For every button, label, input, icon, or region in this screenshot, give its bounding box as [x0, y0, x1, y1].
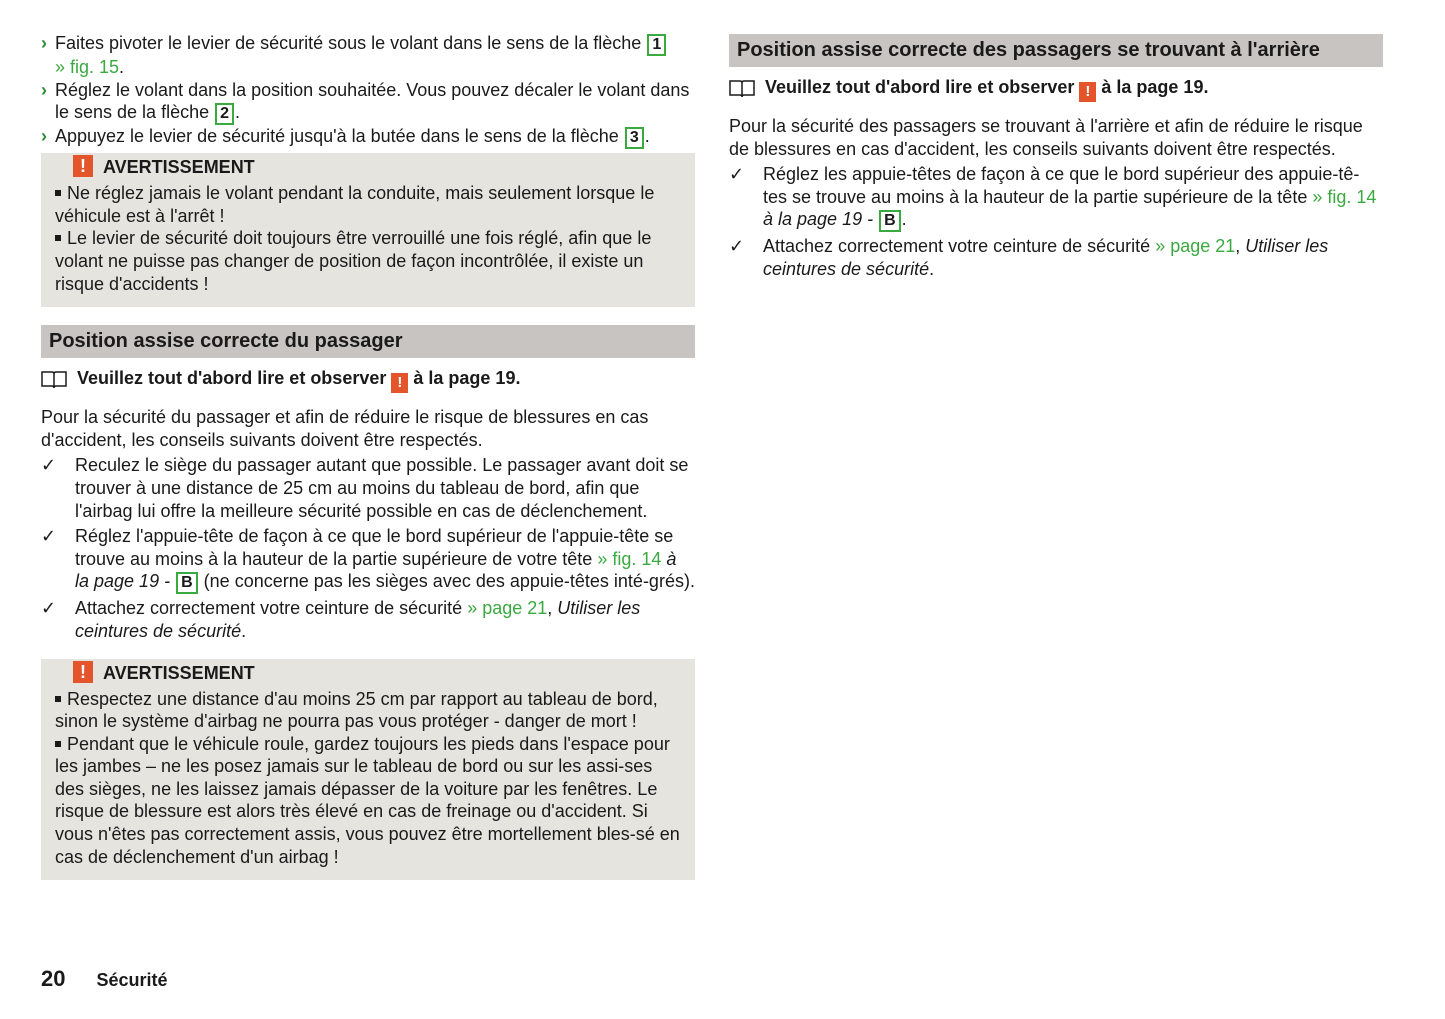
warning-item: Pendant que le véhicule roule, gardez toujours les pieds dans l'espace pour les jambes – ne les posez jamais sur le tableau de bord ou sur les assi-ses des sièges, ne les laissez jamais dépasser de la voiture par les fenêtres. Le risque de blessure est alors très élevé en cas de freinage ou d'accident. Si vous n'êtes pas correctement assis, vous pouvez être mortellement bles-sé en cas de déclenchement d'un airbag ! — [55, 733, 680, 867]
step-text: Faites pivoter le levier de sécurité sous le volant dans le sens de la flèche — [55, 33, 642, 53]
callout-number: 2 — [215, 103, 234, 125]
intro-paragraph: Pour la sécurité du passager et afin de réduire le risque de blessures en cas d'accident, les conseils suivants doivent être respectés. — [41, 407, 649, 450]
section-title: Position assise correcte des passagers se trouvant à l'arrière — [729, 34, 1383, 67]
bullet-icon — [55, 235, 61, 241]
fig-link[interactable]: » fig. 14 — [597, 548, 662, 569]
step-3: › Appuyez le levier de sécurité jusqu'à la butée dans le sens de la flèche 3 . — [41, 125, 695, 149]
check-icon: ✓ — [729, 236, 745, 257]
step-2: › Réglez le volant dans la position souhaitée. Vous pouvez décaler le volant dans le sens de la flèche 2 . — [41, 79, 695, 126]
callout-number: 3 — [625, 127, 644, 149]
check-icon: ✓ — [729, 164, 745, 185]
read-first-note: Veuillez tout d'abord lire et observer ! à la page 19. — [729, 75, 1383, 99]
book-icon — [41, 370, 67, 388]
warning-item: Ne réglez jamais le volant pendant la conduite, mais seulement lorsque le véhicule est à l'arrêt ! — [55, 183, 655, 226]
book-icon — [729, 79, 755, 97]
warning-box — [41, 153, 695, 307]
bullet-icon — [55, 190, 61, 196]
check-icon: ✓ — [41, 455, 57, 476]
check-icon: ✓ — [41, 598, 57, 619]
warning-icon: ! — [1079, 82, 1096, 102]
warning-box — [41, 659, 695, 881]
chevron-right-icon: › — [41, 33, 47, 53]
intro-paragraph: Pour la sécurité des passagers se trouvant à l'arrière et afin de réduire le risque de blessures en cas d'accident, les conseils suivants doivent être respectés. — [729, 116, 1363, 159]
check-item: ✓ Attachez correctement votre ceinture de sécurité » page 21, Utiliser les ceintures de sécurité. — [729, 236, 1329, 279]
page-footer — [41, 968, 168, 992]
callout-letter: B — [176, 572, 198, 594]
check-item: ✓ Attachez correctement votre ceinture de sécurité » page 21, Utiliser les ceintures de sécurité. — [41, 598, 641, 641]
step-text: Appuyez le levier de sécurité jusqu'à la butée dans le sens de la flèche — [55, 126, 619, 147]
warning-title: ! AVERTISSEMENT — [55, 155, 681, 179]
bullet-icon — [55, 696, 61, 702]
page-number: 20 — [41, 966, 66, 991]
chevron-right-icon: › — [41, 79, 47, 100]
check-icon: ✓ — [41, 526, 57, 547]
page-link[interactable]: » page 21 — [467, 598, 548, 619]
check-item: ✓ Réglez les appuie-têtes de façon à ce que le bord supérieur des appuie-tê-tes se trouve au moins à la hauteur de la partie supérieure de la tête » fig. 14 à la page 19 - B . — [729, 163, 1383, 232]
warning-item: Respectez une distance d'au moins 25 cm par rapport au tableau de bord, sinon le système d'airbag ne pourra pas vous protéger - danger de mort ! — [55, 688, 658, 732]
warning-icon: ! — [391, 373, 408, 393]
callout-letter: B — [879, 210, 901, 232]
section-title: Position assise correcte du passager — [41, 325, 695, 358]
page-link[interactable]: » page 21 — [1155, 236, 1236, 257]
read-first-note: Veuillez tout d'abord lire et observer ! à la page 19. — [41, 366, 695, 390]
step-1: › Faites pivoter le levier de sécurité sous le volant dans le sens de la flèche 1 » fig. 15. — [41, 32, 695, 79]
bullet-icon — [55, 741, 61, 747]
fig-link[interactable]: » fig. 14 — [1312, 186, 1377, 207]
warning-title: ! AVERTISSEMENT — [55, 661, 681, 685]
chapter-title: Sécurité — [96, 970, 168, 990]
warning-item: Le levier de sécurité doit toujours être verrouillé une fois réglé, afin que le volant ne puisse pas changer de position de façon incontrôlée, il existe un risque d'accidents ! — [55, 228, 652, 294]
check-item: ✓ Reculez le siège du passager autant que possible. Le passager avant doit se trouver à une distance de 25 cm au moins du tableau de bord, afin que l'airbag lui offre la meilleure sécurité possible en cas de déclenchement. — [41, 455, 689, 521]
step-text: Réglez le volant dans la position souhaitée. Vous pouvez décaler le volant dans le sens de la flèche — [55, 79, 690, 123]
fig-link[interactable]: » fig. 15 — [55, 57, 120, 77]
left-column — [41, 32, 695, 880]
warning-icon: ! — [73, 661, 93, 683]
chevron-right-icon: › — [41, 126, 47, 147]
callout-number: 1 — [647, 34, 666, 56]
check-item: ✓ Réglez l'appuie-tête de façon à ce que le bord supérieur de l'appuie-tête se trouve au moins à la hauteur de la partie supérieure de votre tête » fig. 14 à la page 19 - B (ne concerne pas les sièges avec des appuie-têtes inté-grés). — [41, 525, 695, 594]
warning-icon: ! — [73, 155, 93, 177]
right-column — [729, 34, 1383, 281]
